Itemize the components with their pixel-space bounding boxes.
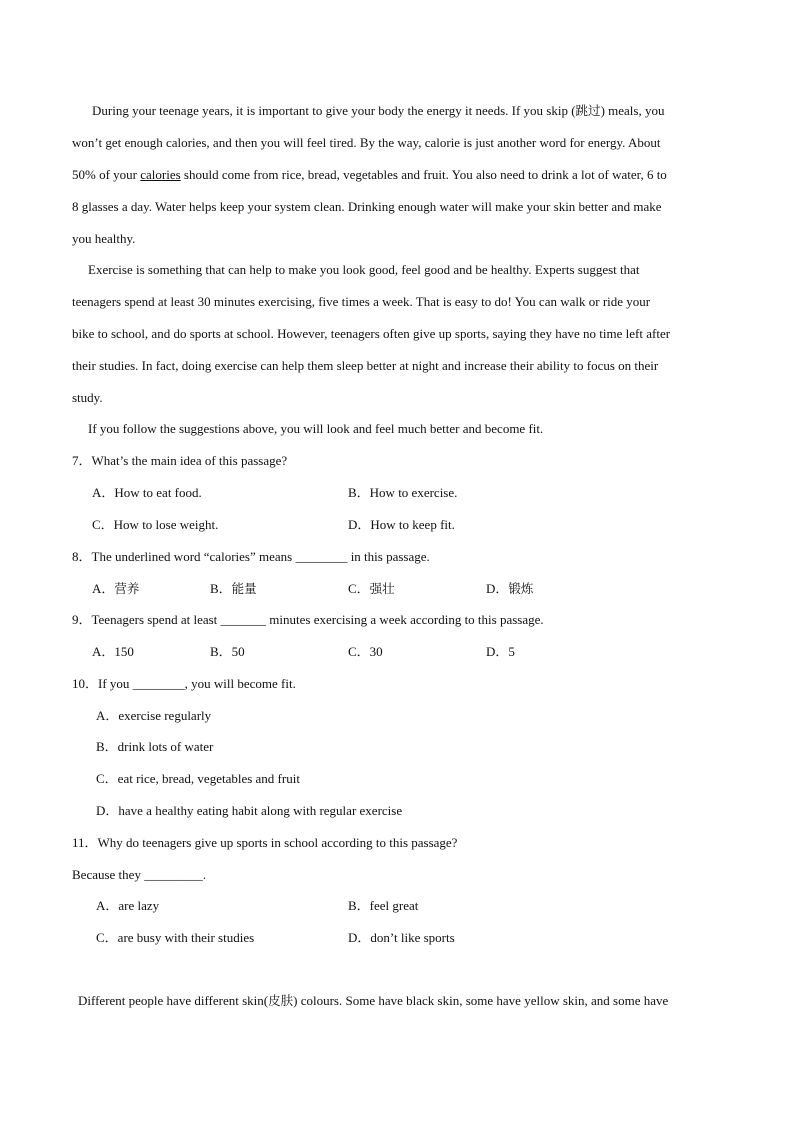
question-10-stem: 10．If you ________, you will become fit.: [72, 676, 296, 691]
option-text: 锻炼: [508, 581, 534, 596]
question-8-option-b: [210, 580, 257, 598]
text: ) meals, you: [600, 103, 665, 118]
question-7-stem: 7．What’s the main idea of this passage?: [72, 453, 288, 468]
passage1-line-11: If you follow the suggestions above, you will look and feel much better and become fit.: [88, 421, 544, 436]
question-10-option-b: B．drink lots of water: [96, 739, 214, 754]
passage1-line-8: bike to school, and do sports at school. However, teenagers often give up sports, saying they have no time left after: [72, 326, 671, 341]
question-9-option-d: D．5: [486, 644, 515, 659]
text: 50% of your: [72, 167, 141, 182]
question-9-stem: 9．Teenagers spend at least _______ minutes exercising a week according to this passage.: [72, 612, 544, 627]
question-8-option-a: [92, 580, 139, 598]
chinese-gloss: 皮肤: [268, 993, 294, 1008]
question-9-option-c: C．30: [348, 644, 383, 659]
question-10-option-d: D．have a healthy eating habit along with regular exercise: [96, 803, 403, 818]
option-text: 营养: [114, 581, 140, 596]
text: During your teenage years, it is important to give your body the energy it needs. If you skip (: [92, 103, 576, 118]
question-7-option-c: C．How to lose weight.: [92, 517, 219, 532]
passage1-line-4: 8 glasses a day. Water helps keep your system clean. Drinking enough water will make your skin better and make: [72, 199, 662, 214]
option-letter: C．: [348, 581, 370, 596]
passage1-line-6: Exercise is something that can help to make you look good, feel good and be healthy. Experts suggest that: [88, 262, 640, 277]
question-11-option-c: C．are busy with their studies: [96, 930, 255, 945]
option-letter: D．: [486, 581, 509, 596]
question-11-option-d: D．don’t like sports: [348, 930, 455, 945]
question-8-stem: 8．The underlined word “calories” means ________ in this passage.: [72, 549, 430, 564]
passage2-line-1: [78, 992, 668, 1010]
passage1-line-7: teenagers spend at least 30 minutes exercising, five times a week. That is easy to do! You can walk or ride your: [72, 294, 651, 309]
passage1-line-1: [92, 102, 664, 120]
passage1-line-3: [72, 166, 667, 184]
question-7-option-b: B．How to exercise.: [348, 485, 458, 500]
option-letter: B．: [210, 581, 232, 596]
passage1-line-10: study.: [72, 390, 103, 405]
text: ) colours. Some have black skin, some have yellow skin, and some have: [293, 993, 669, 1008]
option-text: 能量: [231, 581, 257, 596]
passage1-line-2: won’t get enough calories, and then you will feel tired. By the way, calorie is just another word for energy. About: [72, 135, 661, 150]
option-letter: A．: [92, 581, 115, 596]
question-11-stem: 11．Why do teenagers give up sports in school according to this passage?: [72, 835, 458, 850]
passage1-line-5: you healthy.: [72, 231, 136, 246]
question-7-option-d: D．How to keep fit.: [348, 517, 455, 532]
question-10-option-a: A．exercise regularly: [96, 708, 212, 723]
option-text: 强壮: [369, 581, 395, 596]
question-7-option-a: A．How to eat food.: [92, 485, 202, 500]
question-8-option-d: [486, 580, 533, 598]
text: should come from rice, bread, vegetables and fruit. You also need to drink a lot of water, 6 to: [180, 167, 667, 182]
question-11-option-a: A．are lazy: [96, 898, 160, 913]
question-8-option-c: [348, 580, 395, 598]
chinese-gloss: 跳过: [575, 103, 601, 118]
question-9-option-a: A．150: [92, 644, 134, 659]
passage1-line-9: their studies. In fact, doing exercise can help them sleep better at night and increase their ability to focus on their: [72, 358, 659, 373]
question-10-option-c: C．eat rice, bread, vegetables and fruit: [96, 771, 300, 786]
underlined-word: calories: [140, 167, 181, 182]
text: Different people have different skin(: [78, 993, 269, 1008]
question-9-option-b: B．50: [210, 644, 245, 659]
question-11-stem-continued: Because they _________.: [72, 867, 206, 882]
question-11-option-b: B．feel great: [348, 898, 419, 913]
